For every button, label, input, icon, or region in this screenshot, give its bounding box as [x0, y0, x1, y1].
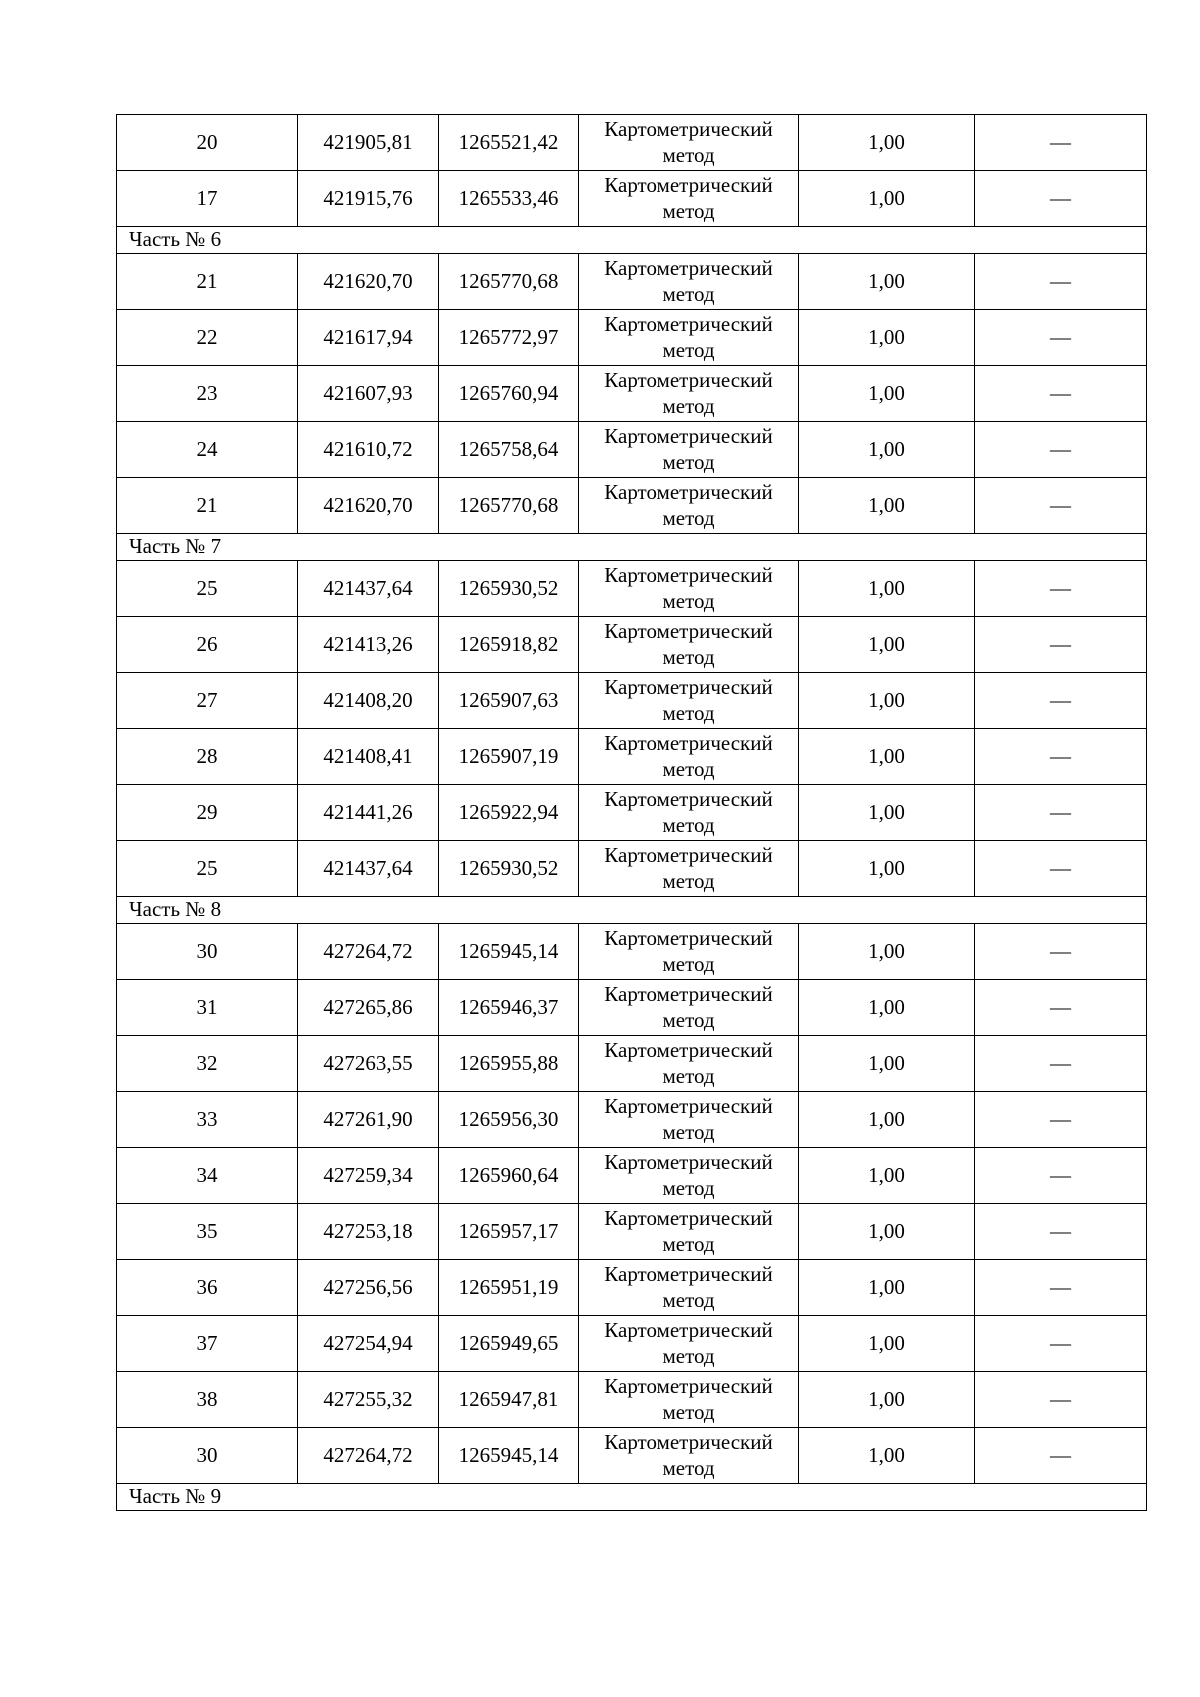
table-row [117, 1428, 1147, 1484]
accuracy-cell: 1,00 [799, 980, 975, 1036]
method-text: Картометрический метод [604, 731, 773, 781]
method-text: Картометрический метод [604, 843, 773, 893]
part-header-row [117, 1484, 1147, 1511]
method-text: Картометрический метод [604, 1206, 773, 1256]
y-coordinate-cell: 1265930,52 [439, 561, 579, 617]
note-cell: — [975, 561, 1147, 617]
y-coordinate-cell: 1265956,30 [439, 1092, 579, 1148]
table-row [117, 841, 1147, 897]
accuracy-cell: 1,00 [799, 1092, 975, 1148]
y-coordinate-cell: 1265949,65 [439, 1316, 579, 1372]
y-coordinate-cell: 1265930,52 [439, 841, 579, 897]
point-number-cell: 36 [117, 1260, 298, 1316]
method-text: Картометрический метод [604, 1318, 773, 1368]
note-cell: — [975, 422, 1147, 478]
y-coordinate-cell: 1265946,37 [439, 980, 579, 1036]
x-coordinate-cell: 421408,20 [298, 673, 439, 729]
method-cell [579, 310, 799, 366]
point-number-cell: 24 [117, 422, 298, 478]
method-text: Картометрический метод [604, 480, 773, 530]
note-cell: — [975, 729, 1147, 785]
accuracy-cell: 1,00 [799, 1260, 975, 1316]
method-text: Картометрический метод [604, 312, 773, 362]
accuracy-cell: 1,00 [799, 366, 975, 422]
accuracy-cell: 1,00 [799, 115, 975, 171]
x-coordinate-cell: 427256,56 [298, 1260, 439, 1316]
accuracy-cell: 1,00 [799, 310, 975, 366]
method-cell [579, 254, 799, 310]
x-coordinate-cell: 421413,26 [298, 617, 439, 673]
point-number-cell: 33 [117, 1092, 298, 1148]
method-cell [579, 729, 799, 785]
y-coordinate-cell: 1265945,14 [439, 1428, 579, 1484]
part-header-row [117, 227, 1147, 254]
y-coordinate-cell: 1265907,19 [439, 729, 579, 785]
method-cell [579, 617, 799, 673]
note-cell: — [975, 310, 1147, 366]
table-row [117, 617, 1147, 673]
method-cell [579, 366, 799, 422]
method-cell [579, 171, 799, 227]
y-coordinate-cell: 1265922,94 [439, 785, 579, 841]
table-row [117, 1316, 1147, 1372]
point-number-cell: 34 [117, 1148, 298, 1204]
note-cell: — [975, 115, 1147, 171]
point-number-cell: 21 [117, 254, 298, 310]
part-header-row [117, 897, 1147, 924]
method-text: Картометрический метод [604, 787, 773, 837]
accuracy-cell: 1,00 [799, 254, 975, 310]
x-coordinate-cell: 427265,86 [298, 980, 439, 1036]
x-coordinate-cell: 421437,64 [298, 561, 439, 617]
method-text: Картометрический метод [604, 619, 773, 669]
accuracy-cell: 1,00 [799, 1204, 975, 1260]
table-row [117, 1260, 1147, 1316]
accuracy-cell: 1,00 [799, 673, 975, 729]
accuracy-cell: 1,00 [799, 1428, 975, 1484]
y-coordinate-cell: 1265955,88 [439, 1036, 579, 1092]
x-coordinate-cell: 427263,55 [298, 1036, 439, 1092]
method-cell [579, 1204, 799, 1260]
y-coordinate-cell: 1265758,64 [439, 422, 579, 478]
accuracy-cell: 1,00 [799, 841, 975, 897]
note-cell: — [975, 785, 1147, 841]
method-text: Картометрический метод [604, 1094, 773, 1144]
accuracy-cell: 1,00 [799, 561, 975, 617]
method-text: Картометрический метод [604, 173, 773, 223]
y-coordinate-cell: 1265947,81 [439, 1372, 579, 1428]
part-label: Часть № 7 [117, 534, 1147, 561]
table-row [117, 561, 1147, 617]
table-row [117, 115, 1147, 171]
note-cell: — [975, 1372, 1147, 1428]
note-cell: — [975, 254, 1147, 310]
method-cell [579, 1428, 799, 1484]
accuracy-cell: 1,00 [799, 729, 975, 785]
y-coordinate-cell: 1265533,46 [439, 171, 579, 227]
point-number-cell: 25 [117, 841, 298, 897]
table-row [117, 785, 1147, 841]
table-row [117, 310, 1147, 366]
y-coordinate-cell: 1265770,68 [439, 254, 579, 310]
point-number-cell: 21 [117, 478, 298, 534]
y-coordinate-cell: 1265960,64 [439, 1148, 579, 1204]
point-number-cell: 17 [117, 171, 298, 227]
method-cell [579, 115, 799, 171]
note-cell: — [975, 1148, 1147, 1204]
table-row [117, 1372, 1147, 1428]
x-coordinate-cell: 427261,90 [298, 1092, 439, 1148]
method-cell [579, 1148, 799, 1204]
note-cell: — [975, 1204, 1147, 1260]
x-coordinate-cell: 421607,93 [298, 366, 439, 422]
note-cell: — [975, 1260, 1147, 1316]
method-text: Картометрический метод [604, 117, 773, 167]
note-cell: — [975, 1316, 1147, 1372]
x-coordinate-cell: 427259,34 [298, 1148, 439, 1204]
x-coordinate-cell: 427253,18 [298, 1204, 439, 1260]
table-row [117, 924, 1147, 980]
point-number-cell: 25 [117, 561, 298, 617]
x-coordinate-cell: 421610,72 [298, 422, 439, 478]
table-row [117, 1092, 1147, 1148]
method-cell [579, 785, 799, 841]
y-coordinate-cell: 1265957,17 [439, 1204, 579, 1260]
method-cell [579, 561, 799, 617]
y-coordinate-cell: 1265772,97 [439, 310, 579, 366]
point-number-cell: 30 [117, 924, 298, 980]
method-text: Картометрический метод [604, 926, 773, 976]
point-number-cell: 35 [117, 1204, 298, 1260]
part-label: Часть № 8 [117, 897, 1147, 924]
accuracy-cell: 1,00 [799, 1148, 975, 1204]
method-text: Картометрический метод [604, 424, 773, 474]
coordinates-table [116, 114, 1147, 1511]
method-cell [579, 1372, 799, 1428]
method-text: Картометрический метод [604, 1262, 773, 1312]
x-coordinate-cell: 421915,76 [298, 171, 439, 227]
method-cell [579, 841, 799, 897]
note-cell: — [975, 478, 1147, 534]
note-cell: — [975, 980, 1147, 1036]
note-cell: — [975, 1428, 1147, 1484]
method-cell [579, 1092, 799, 1148]
accuracy-cell: 1,00 [799, 1036, 975, 1092]
accuracy-cell: 1,00 [799, 617, 975, 673]
note-cell: — [975, 171, 1147, 227]
method-cell [579, 1036, 799, 1092]
accuracy-cell: 1,00 [799, 924, 975, 980]
table-row [117, 422, 1147, 478]
part-label: Часть № 6 [117, 227, 1147, 254]
method-text: Картометрический метод [604, 1430, 773, 1480]
x-coordinate-cell: 421905,81 [298, 115, 439, 171]
note-cell: — [975, 673, 1147, 729]
table-row [117, 254, 1147, 310]
x-coordinate-cell: 421437,64 [298, 841, 439, 897]
point-number-cell: 28 [117, 729, 298, 785]
table-row [117, 1148, 1147, 1204]
note-cell: — [975, 1092, 1147, 1148]
note-cell: — [975, 924, 1147, 980]
method-cell [579, 478, 799, 534]
part-label: Часть № 9 [117, 1484, 1147, 1511]
x-coordinate-cell: 421441,26 [298, 785, 439, 841]
point-number-cell: 37 [117, 1316, 298, 1372]
x-coordinate-cell: 421620,70 [298, 254, 439, 310]
y-coordinate-cell: 1265951,19 [439, 1260, 579, 1316]
table-row [117, 366, 1147, 422]
method-text: Картометрический метод [604, 1038, 773, 1088]
table-row [117, 673, 1147, 729]
y-coordinate-cell: 1265521,42 [439, 115, 579, 171]
x-coordinate-cell: 427255,32 [298, 1372, 439, 1428]
x-coordinate-cell: 427254,94 [298, 1316, 439, 1372]
point-number-cell: 27 [117, 673, 298, 729]
x-coordinate-cell: 421408,41 [298, 729, 439, 785]
method-text: Картометрический метод [604, 563, 773, 613]
table-row [117, 1204, 1147, 1260]
method-cell [579, 1316, 799, 1372]
method-text: Картометрический метод [604, 256, 773, 306]
point-number-cell: 22 [117, 310, 298, 366]
accuracy-cell: 1,00 [799, 422, 975, 478]
x-coordinate-cell: 427264,72 [298, 1428, 439, 1484]
method-text: Картометрический метод [604, 1374, 773, 1424]
method-text: Картометрический метод [604, 675, 773, 725]
note-cell: — [975, 1036, 1147, 1092]
x-coordinate-cell: 421617,94 [298, 310, 439, 366]
method-cell [579, 422, 799, 478]
point-number-cell: 31 [117, 980, 298, 1036]
y-coordinate-cell: 1265770,68 [439, 478, 579, 534]
x-coordinate-cell: 421620,70 [298, 478, 439, 534]
y-coordinate-cell: 1265945,14 [439, 924, 579, 980]
method-cell [579, 1260, 799, 1316]
accuracy-cell: 1,00 [799, 1316, 975, 1372]
method-text: Картометрический метод [604, 368, 773, 418]
part-header-row [117, 534, 1147, 561]
table-row [117, 729, 1147, 785]
point-number-cell: 32 [117, 1036, 298, 1092]
note-cell: — [975, 366, 1147, 422]
x-coordinate-cell: 427264,72 [298, 924, 439, 980]
accuracy-cell: 1,00 [799, 478, 975, 534]
method-text: Картометрический метод [604, 1150, 773, 1200]
method-cell [579, 673, 799, 729]
point-number-cell: 20 [117, 115, 298, 171]
table-row [117, 980, 1147, 1036]
note-cell: — [975, 617, 1147, 673]
table-row [117, 1036, 1147, 1092]
method-cell [579, 924, 799, 980]
y-coordinate-cell: 1265760,94 [439, 366, 579, 422]
accuracy-cell: 1,00 [799, 171, 975, 227]
method-text: Картометрический метод [604, 982, 773, 1032]
point-number-cell: 23 [117, 366, 298, 422]
point-number-cell: 30 [117, 1428, 298, 1484]
point-number-cell: 26 [117, 617, 298, 673]
point-number-cell: 38 [117, 1372, 298, 1428]
table-row [117, 478, 1147, 534]
accuracy-cell: 1,00 [799, 785, 975, 841]
table-row [117, 171, 1147, 227]
method-cell [579, 980, 799, 1036]
point-number-cell: 29 [117, 785, 298, 841]
note-cell: — [975, 841, 1147, 897]
coordinates-table-body [117, 115, 1147, 1511]
y-coordinate-cell: 1265907,63 [439, 673, 579, 729]
accuracy-cell: 1,00 [799, 1372, 975, 1428]
y-coordinate-cell: 1265918,82 [439, 617, 579, 673]
